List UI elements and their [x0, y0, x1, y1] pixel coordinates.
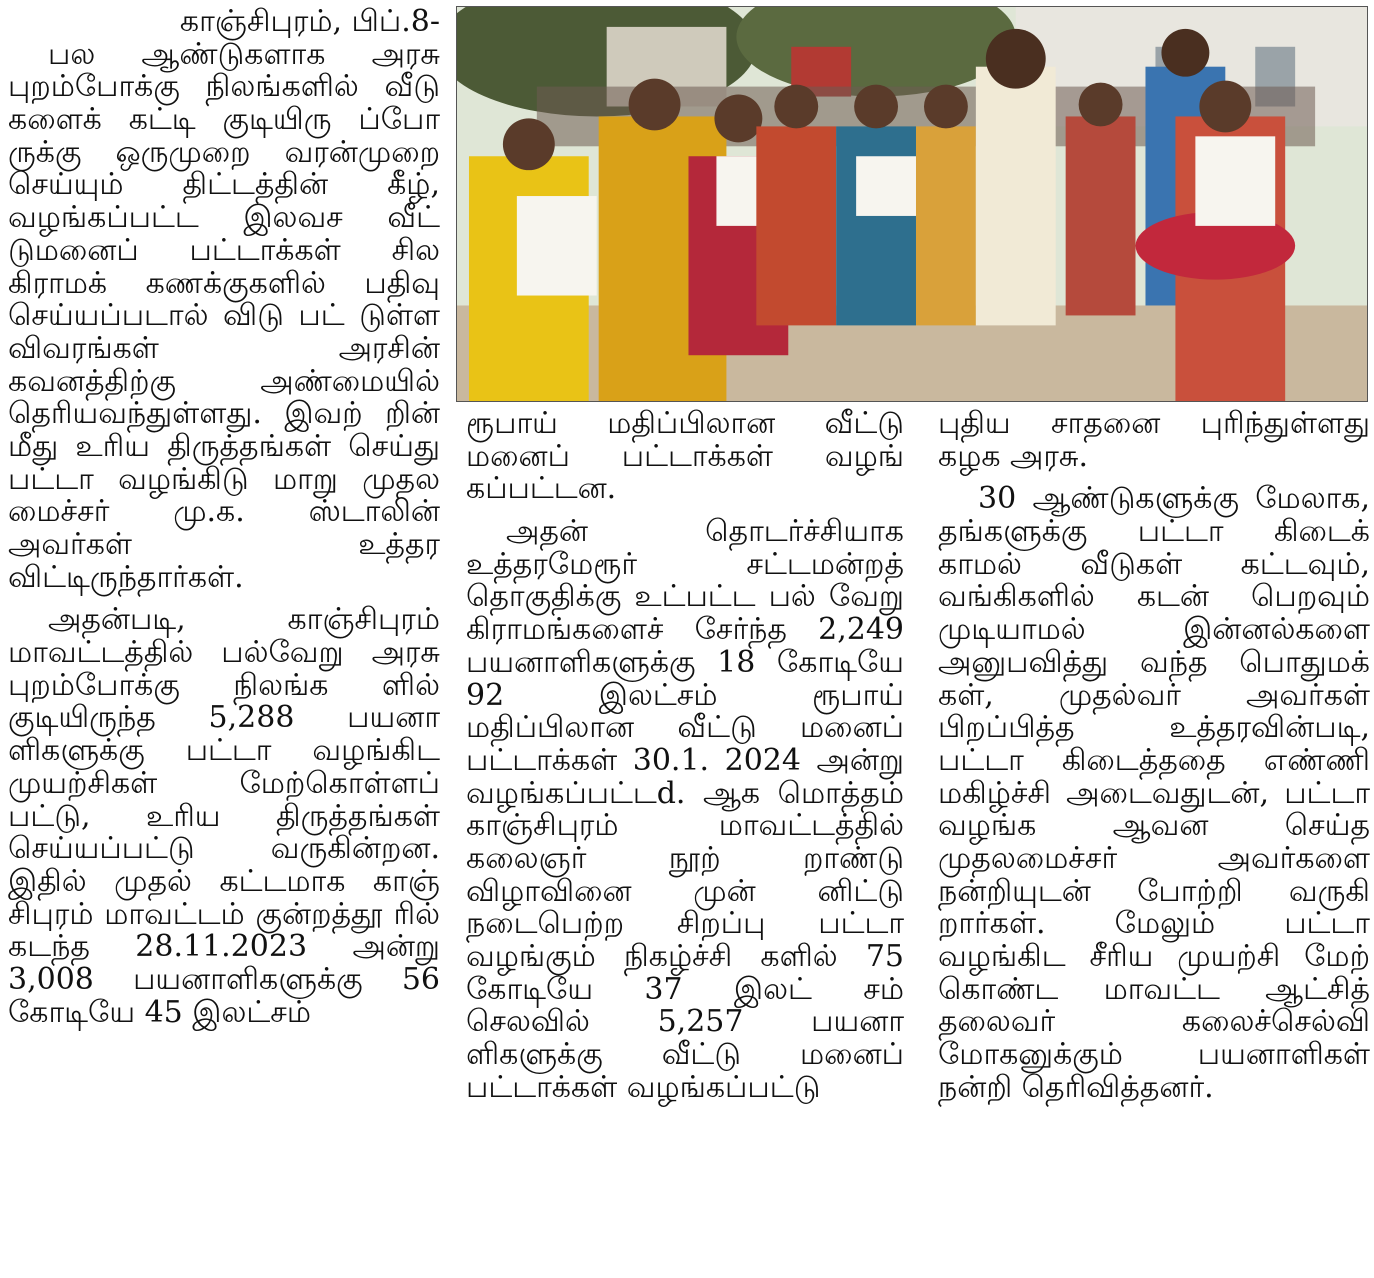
dateline: காஞ்சிபுரம், பிப்.8- [179, 4, 440, 39]
paragraph-4: அதன் தொடர்ச்சியாக உத்தரமேரூர் சட்டமன்றத் தொகுதிக்கு உட்பட்ட பல் வேறு கிராமங்களைச் சேர்ந்த 2,249 பயனாளிகளுக்கு 18 கோடியே 92 இலட்சம் ரூபாய் மதிப்பிலான வீட்டு மனைப் பட்டாக்கள் 30.1. 2024 அன்று வழங்கப்பட்டd. ஆக மொத்தம் காஞ்சிபுரம் மாவட்டத்தில் கலைஞர் நூற் றாண்டு விழாவினை முன் னிட்டு நடைபெற்ற சிறப்பு பட்டா வழங்கும் நிகழ்ச்சி களில் 75 கோடியே 37 இலட் சம் செலவில் 5,257 பயனா ளிகளுக்கு வீட்டு மனைப் பட்டாக்கள் வழங்கப்பட்டு [466, 514, 904, 1105]
article-column-3 [938, 408, 1370, 1104]
paragraph-3: ரூபாய் மதிப்பிலான வீட்டு மனைப் பட்டாக்கள் வழங் கப்பட்டன. [466, 406, 904, 507]
paragraph-5: புதிய சாதனை புரிந்துள்ளது கழக அரசு. [938, 406, 1370, 474]
paragraph-6: 30 ஆண்டுகளுக்கு மேலாக, தங்களுக்கு பட்டா கிடைக் காமல் வீடுகள் கட்டவும், வங்கிகளில் கடன் பெறவும் முடியாமல் இன்னல்களை அனுபவித்து வந்த பொதுமக் கள், முதல்வர் அவர்கள் பிறப்பித்த உத்தரவின்படி, பட்டா கிடைத்ததை எண்ணி மகிழ்ச்சி அடைவதுடன், பட்டா வழங்க ஆவன செய்த முதலமைச்சர் அவர்களை நன்றியுடன் போற்றி வருகி றார்கள். மேலும் பட்டா வழங்கிட சீரிய முயற்சி மேற் கொண்ட மாவட்ட ஆட்சித் தலைவர் கலைச்செல்வி மோகனுக்கும் பயனாளிகள் நன்றி தெரிவித்தனர். [938, 481, 1370, 1105]
photo-illustration [457, 7, 1367, 401]
article-column-2 [466, 408, 904, 1104]
paragraph-1: பல ஆண்டுகளாக அரசு புறம்போக்கு நிலங்களில் வீடு களைக் கட்டி குடியிரு ப்போ ருக்கு ஒருமுறை வரன்முறை செய்யும் திட்டத்தின் கீழ், வழங்கப்பட்ட இலவச வீட் டுமனைப் பட்டாக்கள் சில கிராமக் கணக்குகளில் பதிவு செய்யப்படால் விடு பட் டுள்ள விவரங்கள் அரசின் கவனத்திற்கு அண்மையில் தெரியவந்துள்ளது. இவற் றின் மீது உரிய திருத்தங்கள் செய்து பட்டா வழங்கிடு மாறு முதல மைச்சர் மு.க. ஸ்டாலின் அவர்கள் உத்தர விட்டிருந்தார்கள். [8, 36, 440, 595]
news-photo [456, 6, 1368, 402]
paragraph-2: அதன்படி, காஞ்சிபுரம் மாவட்டத்தில் பல்வேறு அரசு புறம்போக்கு நிலங்க ளில் குடியிருந்த 5,288 பயனா ளிகளுக்கு பட்டா வழங்கிட முயற்சிகள் மேற்கொள்ளப் பட்டு, உரிய திருத்தங்கள் செய்யப்பட்டு வருகின்றன. இதில் முதல் கட்டமாக காஞ் சிபுரம் மாவட்டம் குன்றத்தூ ரில் கடந்த 28.11.2023 அன்று 3,008 பயனாளிகளுக்கு 56 கோடியே 45 இலட்சம் [8, 602, 440, 1030]
article-column-1 [8, 6, 440, 1029]
